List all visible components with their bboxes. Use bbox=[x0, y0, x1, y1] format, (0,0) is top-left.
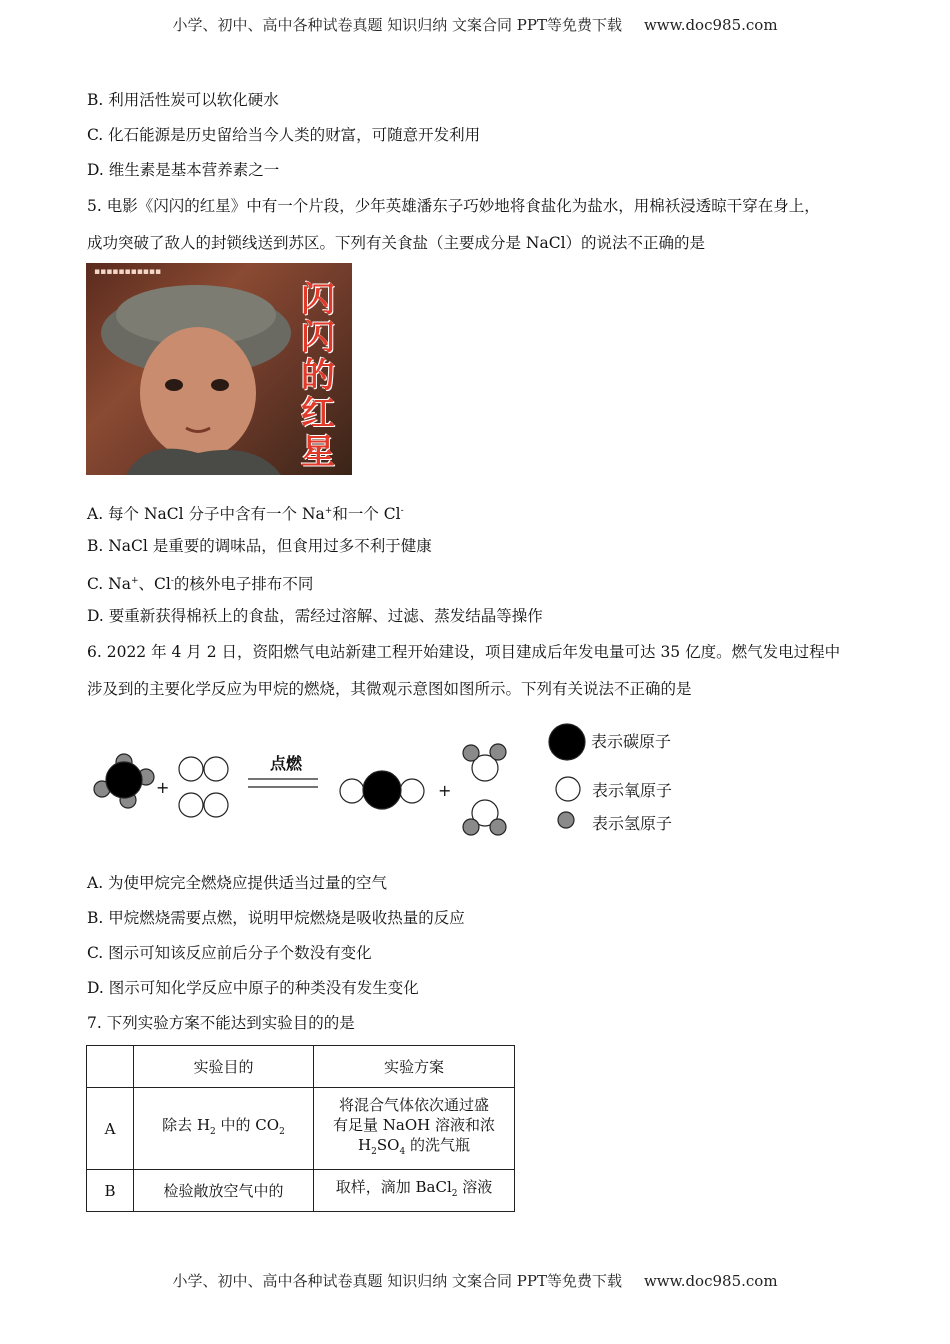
poster-caption: ▪▪▪▪▪▪▪▪▪▪▪ bbox=[94, 267, 162, 277]
header-text: 小学、初中、高中各种试卷真题 知识归纳 文案合同 PPT等免费下载 bbox=[172, 16, 622, 34]
row-b-plan-text1: 取样，滴加 BaCl bbox=[335, 1178, 452, 1196]
water-molecules bbox=[463, 744, 506, 835]
q5-option-a-text2: 和一个 Cl bbox=[332, 505, 401, 524]
movie-poster-image bbox=[86, 263, 352, 475]
row-a-purpose-sub2: 2 bbox=[279, 1127, 285, 1137]
q4-option-b: B. 利用活性炭可以软化硬水 bbox=[87, 91, 279, 109]
legend-symbols bbox=[549, 724, 585, 828]
methane-combustion-diagram bbox=[86, 720, 706, 845]
q4-option-d: D. 维生素是基本营养素之一 bbox=[87, 161, 280, 179]
q5-option-a-sup1: + bbox=[324, 506, 333, 516]
q5-stem-line1: 5. 电影《闪闪的红星》中有一个片段，少年英雄潘东子巧妙地将食盐化为盐水，用棉袄浸透晾干穿在身上， bbox=[87, 197, 820, 215]
q6-stem-line2: 涉及到的主要化学反应为甲烷的燃烧，其微观示意图如图所示。下列有关说法不正确的是 bbox=[87, 680, 692, 698]
row-a-plan-line1: 将混合气体依次通过盛 bbox=[338, 1096, 489, 1114]
q5-option-a-text1: A. 每个 NaCl 分子中含有一个 Na bbox=[87, 505, 325, 524]
q6-option-a: A. 为使甲烷完全燃烧应提供适当过量的空气 bbox=[87, 874, 388, 892]
q5-option-c-text3: 的核外电子排布不同 bbox=[173, 575, 314, 594]
row-a-plan-l3-sub1: 2 bbox=[371, 1147, 377, 1157]
q7-stem: 7. 下列实验方案不能达到实验目的的是 bbox=[87, 1014, 355, 1032]
q5-option-c-text1: C. Na bbox=[87, 575, 131, 594]
row-b-label: B bbox=[87, 1170, 134, 1212]
table-header-row bbox=[87, 1046, 515, 1088]
row-a-plan bbox=[314, 1088, 515, 1170]
row-a-plan-l3-c: 的洗气瓶 bbox=[405, 1136, 470, 1154]
row-a-plan-line3 bbox=[320, 1135, 508, 1162]
q6-option-b: B. 甲烷燃烧需要点燃，说明甲烷燃烧是吸收热量的反应 bbox=[87, 909, 465, 927]
reaction-condition: 点燃 bbox=[270, 754, 303, 773]
row-b-plan bbox=[314, 1170, 515, 1212]
footer-text: 小学、初中、高中各种试卷真题 知识归纳 文案合同 PPT等免费下载 bbox=[172, 1272, 622, 1290]
header-purpose: 实验目的 bbox=[134, 1046, 314, 1088]
q5-stem-line2: 成功突破了敌人的封锁线送到苏区。下列有关食盐（主要成分是 NaCl）的说法不正确的是 bbox=[87, 234, 706, 252]
legend-hydrogen: 表示氢原子 bbox=[592, 814, 673, 833]
row-a-purpose-text2: 中的 CO bbox=[215, 1116, 280, 1134]
q6-option-c: C. 图示可知该反应前后分子个数没有变化 bbox=[87, 944, 372, 962]
row-a-purpose bbox=[134, 1088, 314, 1170]
q5-option-c-sup1: + bbox=[130, 576, 139, 586]
carbon-dioxide-molecule bbox=[340, 771, 424, 809]
q6-option-d: D. 图示可知化学反应中原子的种类没有发生变化 bbox=[87, 979, 419, 997]
q5-option-c-sup2: - bbox=[170, 576, 174, 586]
row-a-label: A bbox=[87, 1088, 134, 1170]
row-a-plan-l3-b: SO bbox=[376, 1136, 400, 1154]
q5-option-a bbox=[87, 501, 404, 524]
row-a-purpose-sub1: 2 bbox=[210, 1127, 216, 1137]
oxygen-molecules bbox=[179, 757, 228, 817]
row-a-plan-l3-a: H bbox=[358, 1136, 372, 1154]
plus-sign-2: + bbox=[438, 781, 452, 800]
row-b-purpose: 检验敞放空气中的 bbox=[134, 1170, 314, 1212]
legend-oxygen: 表示氧原子 bbox=[592, 781, 673, 800]
table-corner-cell bbox=[87, 1046, 134, 1088]
row-b-plan-sub: 2 bbox=[451, 1189, 458, 1199]
table-row bbox=[87, 1088, 515, 1170]
experiment-table bbox=[86, 1045, 515, 1212]
plus-sign-1: + bbox=[156, 778, 170, 797]
header-plan: 实验方案 bbox=[314, 1046, 515, 1088]
methane-molecule bbox=[94, 754, 154, 808]
row-a-plan-l3-sub2: 4 bbox=[399, 1147, 406, 1157]
row-a-plan-line2: 有足量 NaOH 溶液和浓 bbox=[333, 1116, 495, 1134]
legend-carbon: 表示碳原子 bbox=[591, 732, 672, 751]
q5-option-c-text2: 、Cl bbox=[138, 575, 171, 594]
page-footer bbox=[0, 1270, 950, 1291]
page-header bbox=[0, 14, 950, 35]
row-b-plan-text2: 溶液 bbox=[457, 1178, 493, 1196]
q5-option-c bbox=[87, 571, 313, 594]
q6-stem-line1: 6. 2022 年 4 月 2 日，资阳燃气电站新建工程开始建设，项目建成后年发电量可达 35 亿度。燃气发电过程中 bbox=[87, 643, 841, 661]
q5-option-a-sup2: - bbox=[400, 506, 404, 516]
header-site-link[interactable]: www.doc985.com bbox=[643, 16, 778, 34]
q5-option-b: B. NaCl 是重要的调味品，但食用过多不利于健康 bbox=[87, 537, 432, 555]
q4-option-c: C. 化石能源是历史留给当今人类的财富，可随意开发利用 bbox=[87, 126, 481, 144]
row-a-purpose-text1: 除去 H bbox=[162, 1116, 211, 1134]
q5-option-d: D. 要重新获得棉袄上的食盐，需经过溶解、过滤、蒸发结晶等操作 bbox=[87, 607, 543, 625]
poster-title: 闪闪的红星 bbox=[301, 280, 335, 472]
table-row bbox=[87, 1170, 515, 1212]
footer-site-link[interactable]: www.doc985.com bbox=[643, 1272, 778, 1290]
